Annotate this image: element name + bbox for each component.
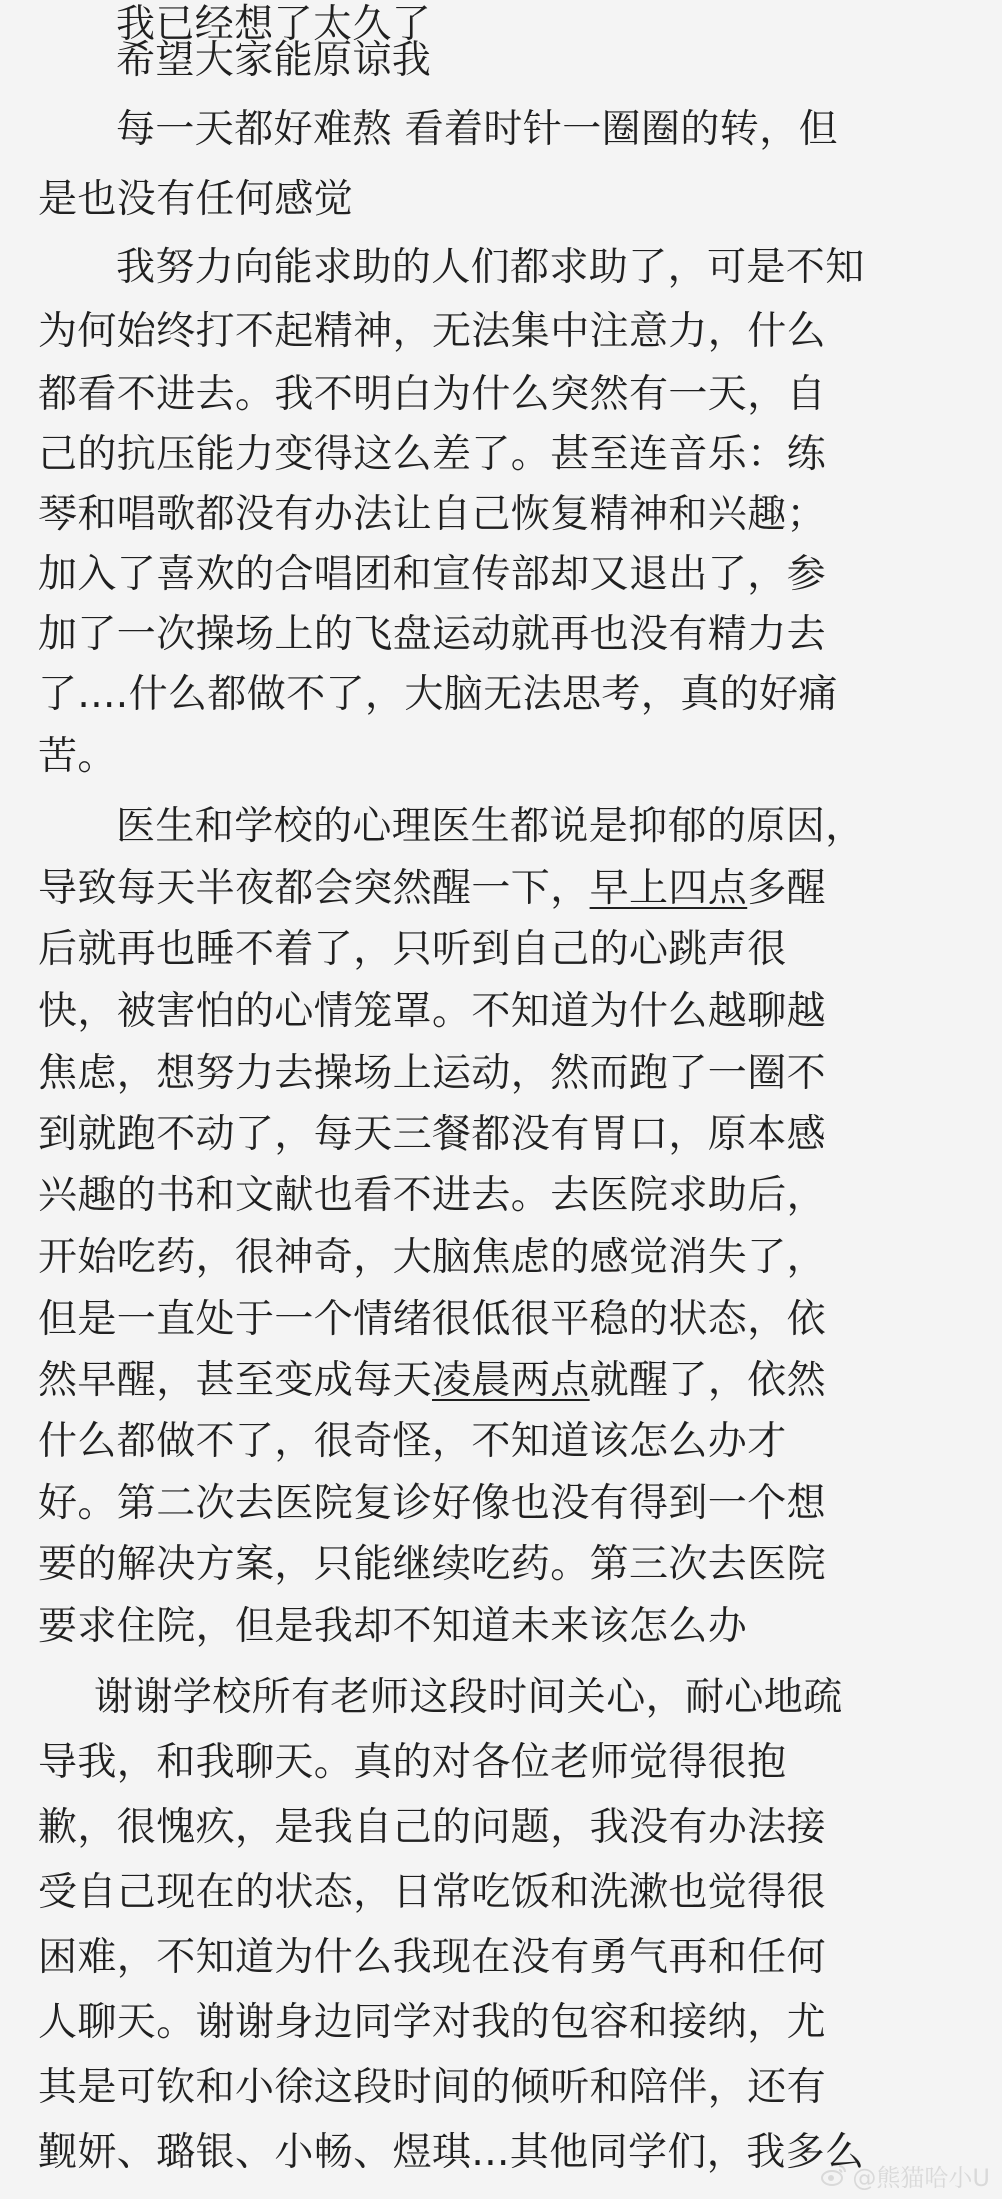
text-line: 谢谢学校所有老师这段时间关心，耐心地疏: [94, 1675, 843, 1720]
text-line: 要的解决方案，只能继续吃药。第三次去医院: [38, 1542, 827, 1587]
text-line: 我已经想了太久了: [116, 2, 432, 47]
text-line: 每一天都好难熬 看着时针一圈圈的转，但: [116, 107, 838, 152]
text-line: 要求住院，但是我却不知道未来该怎么办: [38, 1604, 748, 1649]
text-line: 兴趣的书和文献也看不进去。去医院求助后，: [38, 1173, 827, 1218]
text-line: 觐妍、璐银、小畅、煜琪...其他同学们，我多么: [38, 2130, 865, 2175]
text-line: 其是可钦和小徐这段时间的倾听和陪伴，还有: [38, 2065, 827, 2110]
text-segment: 多醒: [747, 866, 827, 911]
text-line: 好。第二次去医院复诊好像也没有得到一个想: [38, 1481, 827, 1526]
text-line: 焦虑，想努力去操场上运动，然而跑了一圈不: [38, 1051, 827, 1096]
underlined-text: 早上四点: [589, 866, 748, 911]
text-line: 后就再也睡不着了，只听到自己的心跳声很: [38, 927, 787, 972]
text-line: 琴和唱歌都没有办法让自己恢复精神和兴趣；: [38, 492, 827, 537]
text-segment: 然早醒，甚至变成每天: [38, 1358, 433, 1403]
text-line: 加入了喜欢的合唱团和宣传部却又退出了，参: [38, 552, 827, 597]
watermark-text: @熊猫哈小U: [852, 2163, 990, 2192]
text-line: 人聊天。谢谢身边同学对我的包容和接纳，尤: [38, 2000, 827, 2045]
text-line: [38, 864, 826, 914]
text-line: 都看不进去。我不明白为什么突然有一天，自: [38, 372, 827, 417]
text-line: 但是一直处于一个情绪很低很平稳的状态，依: [38, 1297, 827, 1342]
text-line: 加了一次操场上的飞盘运动就再也没有精力去: [38, 612, 827, 657]
text-line: 歉，很愧疚，是我自己的问题，我没有办法接: [38, 1805, 827, 1850]
text-line: 医生和学校的心理医生都说是抑郁的原因，: [116, 804, 865, 849]
text-line: 开始吃药，很神奇，大脑焦虑的感觉消失了，: [38, 1235, 827, 1280]
text-line: 是也没有任何感觉: [38, 177, 354, 222]
text-line: 导我，和我聊天。真的对各位老师觉得很抱: [38, 1740, 787, 1785]
weibo-logo-icon: [820, 2163, 848, 2187]
text-line: 到就跑不动了，每天三餐都没有胃口，原本感: [38, 1112, 827, 1157]
watermark: [820, 2157, 990, 2193]
text-line: 受自己现在的状态，日常吃饭和洗漱也觉得很: [38, 1870, 827, 1915]
underlined-text: 凌晨两点: [432, 1358, 590, 1403]
text-line: 希望大家能原谅我: [116, 38, 432, 83]
text-line: 己的抗压能力变得这么差了。甚至连音乐：练: [38, 432, 827, 477]
text-line: 我努力向能求助的人们都求助了，可是不知: [116, 245, 865, 290]
text-line: 困难，不知道为什么我现在没有勇气再和任何: [38, 1935, 827, 1980]
text-line: [38, 1356, 826, 1406]
text-line: 了....什么都做不了，大脑无法思考，真的好痛: [38, 672, 838, 717]
text-line: 为何始终打不起精神，无法集中注意力，什么: [38, 309, 827, 354]
text-segment: 导致每天半夜都会突然醒一下，: [38, 866, 590, 911]
text-line: 什么都做不了，很奇怪，不知道该怎么办才: [38, 1419, 787, 1464]
text-line: 快，被害怕的心情笼罩。不知道为什么越聊越: [38, 989, 827, 1034]
text-segment: 就醒了，依然: [589, 1358, 827, 1403]
text-line: 苦。: [38, 734, 117, 779]
